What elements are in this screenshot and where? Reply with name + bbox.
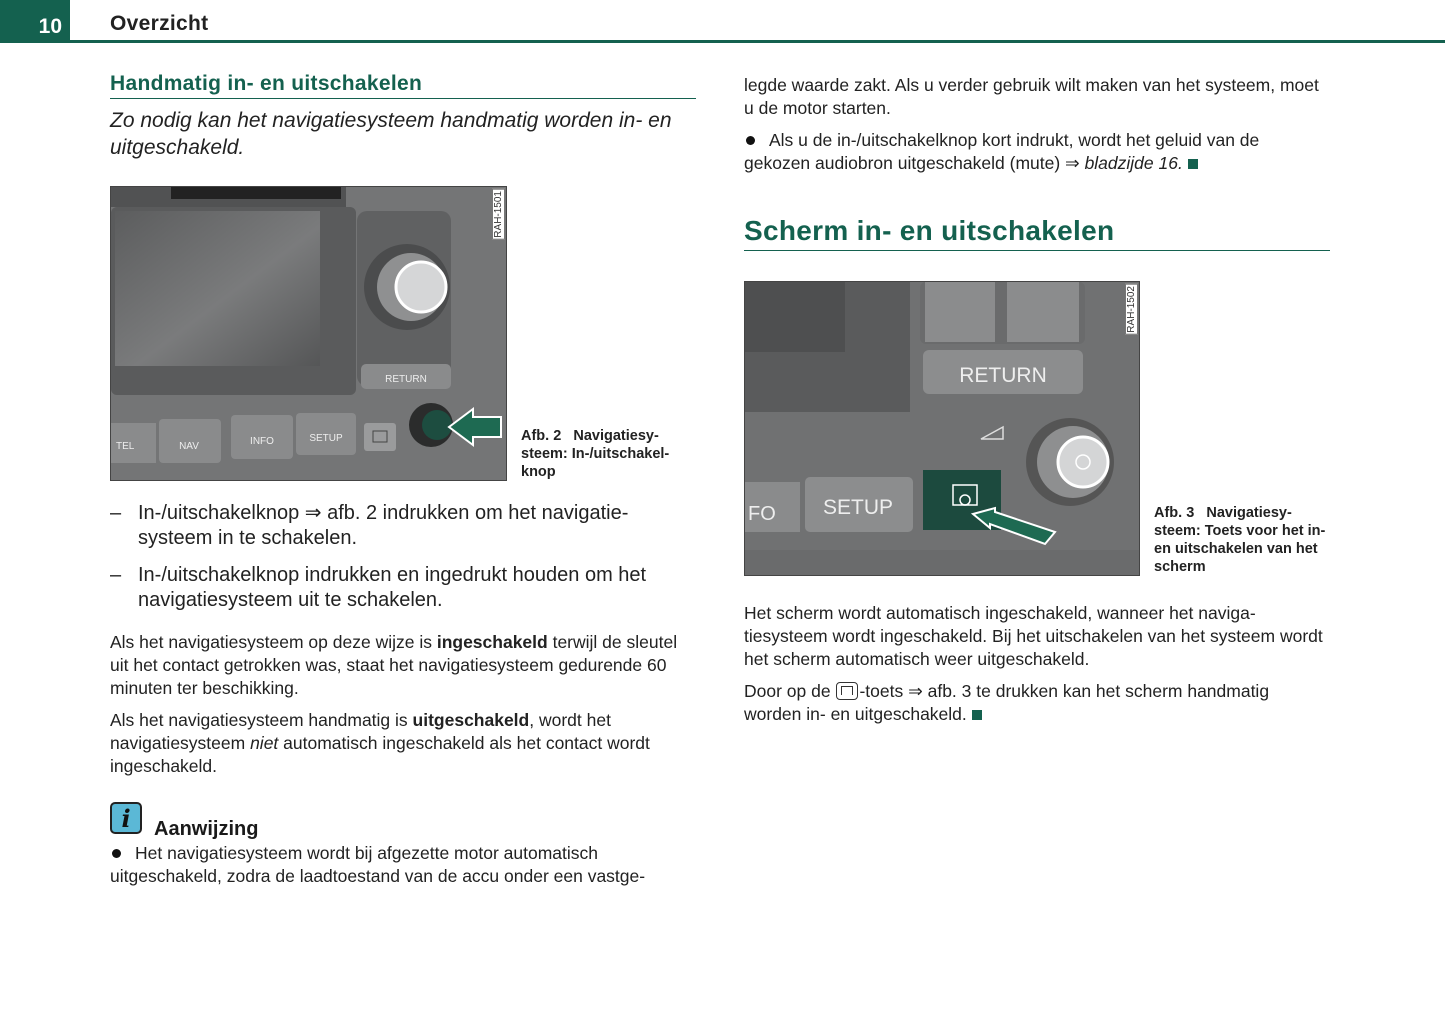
paragraph-screen-manual: Door op de -toets ⇒ afb. 3 te drukken kan het scherm handmatig worden in- en uitgeschakeld. xyxy=(744,681,1270,724)
figure-code: RAH-1501 xyxy=(493,191,504,238)
figure-code: RAH-1502 xyxy=(1126,286,1137,333)
nav-unit-closeup-illustration xyxy=(745,282,1139,575)
svg-text:INFO: INFO xyxy=(250,436,274,447)
page-number: 10 xyxy=(0,0,70,42)
section-intro: Zo nodig kan het navigatiesysteem handmatig worden in- en uitgeschakeld. xyxy=(110,109,672,159)
figure-3-caption: Afb. 3 Navigatiesy- steem: Toets voor het in- en uitschakelen van het scherm xyxy=(1154,505,1326,575)
paragraph-screen-auto: Het scherm wordt automatisch ingeschakeld, wanneer het naviga- tiesysteem wordt ingeschakeld. Bij het uitschakelen van het systeem wordt het scherm automatisch weer uitgeschakeld. xyxy=(744,603,1323,669)
screen-key-icon xyxy=(836,682,858,700)
bullet-icon xyxy=(746,136,755,145)
mute-bullet: Als u de in-/uitschakelknop kort indrukt, wordt het geluid van de gekozen audiobron uitgeschakeld (mute) ⇒ bladzijde 16. xyxy=(744,130,1260,173)
figure-3-image xyxy=(744,281,1140,576)
end-mark-icon xyxy=(1188,159,1198,169)
section-title-screen-switch: Scherm in- en uitschakelen xyxy=(744,215,1330,251)
left-column xyxy=(110,72,696,888)
section-title-manual-switch: Handmatig in- en uitschakelen xyxy=(110,72,696,99)
step-item: – In-/uitschakelknop ⇒ afb. 2 indrukken om het navigatie- systeem in te schakelen. xyxy=(110,502,629,549)
note-title: Aanwijzing xyxy=(154,818,259,840)
paragraph-switched-on: Als het navigatiesysteem op deze wijze is ingeschakeld terwijl de sleutel uit het contact getrokken was, staat het navigatiesysteem gedurende 60 minuten ter beschikking. xyxy=(110,632,678,698)
note-continuation: legde waarde zakt. Als u verder gebruik wilt maken van het systeem, moet u de motor starten. xyxy=(744,75,1319,118)
bullet-icon xyxy=(112,849,121,858)
figure-2-image xyxy=(110,186,507,481)
svg-text:TEL: TEL xyxy=(116,441,135,452)
right-column xyxy=(744,74,1330,726)
svg-text:SETUP: SETUP xyxy=(822,496,894,519)
svg-text:SETUP: SETUP xyxy=(309,433,343,444)
page-header xyxy=(0,0,1445,44)
steps-list xyxy=(110,501,696,613)
header-rule xyxy=(0,40,1445,43)
page-reference-link[interactable]: bladzijde 16. xyxy=(1084,153,1183,173)
paragraph-switched-off: Als het navigatiesysteem handmatig is uitgeschakeld, wordt het navigatiesysteem niet automatisch ingeschakeld als het contact wordt ingeschakeld. xyxy=(110,710,650,776)
note-header xyxy=(110,802,696,840)
info-icon: i xyxy=(110,802,142,834)
svg-text:RETURN: RETURN xyxy=(385,374,427,385)
svg-text:RETURN: RETURN xyxy=(959,364,1047,387)
nav-unit-illustration xyxy=(111,187,506,480)
svg-text:FO: FO xyxy=(748,503,776,525)
step-item: – In-/uitschakelknop indrukken en ingedrukt houden om het navigatiesysteem uit te schakelen. xyxy=(110,564,647,611)
end-mark-icon xyxy=(972,710,982,720)
note-bullet: Het navigatiesysteem wordt bij afgezette motor automatisch uitgeschakeld, zodra de laadtoestand van de accu onder een vastge- xyxy=(110,843,646,886)
svg-text:NAV: NAV xyxy=(179,441,199,452)
figure-3-row xyxy=(744,281,1330,576)
figure-2-caption: Afb. 2 Navigatiesy- steem: In-/uitschakel- knop xyxy=(521,428,670,480)
figure-2-row xyxy=(110,186,696,481)
chapter-title: Overzicht xyxy=(110,12,209,35)
